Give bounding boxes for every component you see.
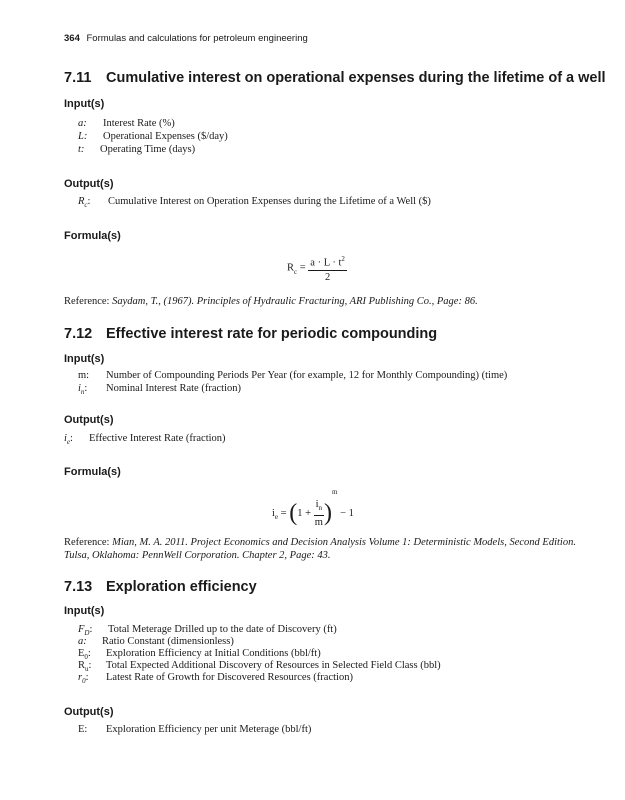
output-row-Rc: $R_c$: Cumulative Interest on Operation Expenses during the Lifetime of a Well ($) — [78, 196, 431, 210]
reference-7-12: Reference: Mian, M. A. 2011. Project Economics and Decision Analysis Volume 1: Deterministic Models, Second Edition. — [64, 537, 576, 548]
input-row-a: a: Interest Rate (%) — [78, 118, 175, 129]
formula-heading-7-11: Formula(s) — [64, 230, 121, 242]
input-row-t: t: Operating Time (days) — [78, 144, 196, 155]
input-row-a2: a: Ratio Constant (dimensionless) — [78, 636, 234, 647]
formula-heading-7-12: Formula(s) — [64, 466, 121, 478]
formula-7-11: $R_c$ = $\frac{a \cdot L \cdot t^2}{2}$ — [287, 255, 345, 283]
input-row-E0: $E_0$: Exploration Efficiency at Initial Conditions (bbl/ft) — [78, 648, 321, 662]
output-row-ie: $i_e$: Effective Interest Rate (fraction) — [64, 433, 226, 447]
outputs-heading-7-13: Output(s) — [64, 706, 114, 718]
reference-7-11: Reference: Saydam, T., (1967). Principles of Hydraulic Fracturing, ARI Publishing Co., Page: 86. — [64, 296, 478, 307]
reference-7-12-cont: Tulsa, Oklahoma: PennWell Corporation. Chapter 2, Page: 43. — [64, 550, 331, 561]
outputs-heading-7-12: Output(s) — [64, 414, 114, 426]
input-row-in: $i_n$: Nominal Interest Rate (fraction) — [78, 383, 241, 397]
formula-7-12: $i_e = (1$ + $\frac{i_n}{m}$ )$^m$ − 1 — [272, 488, 354, 529]
outputs-heading-7-11: Output(s) — [64, 178, 114, 190]
input-row-r0: $r_0$: Latest Rate of Growth for Discovered Resources (fraction) — [78, 672, 353, 686]
inputs-heading-7-11: Input(s) — [64, 98, 105, 110]
input-row-FD: $F_D$: Total Meterage Drilled up to the date of Discovery (ft) — [78, 624, 337, 638]
section-title-7-12: 7.12 Effective interest rate for periodic compounding — [64, 326, 438, 342]
input-row-L: L: Operational Expenses ($/day) — [78, 131, 228, 142]
section-title-7-13: 7.13 Exploration efficiency — [64, 579, 257, 595]
inputs-heading-7-13: Input(s) — [64, 605, 105, 617]
section-title-7-11: 7.11 Cumulative interest on operational expenses during the lifetime of a well — [64, 70, 606, 86]
running-header — [64, 33, 308, 44]
inputs-heading-7-12: Input(s) — [64, 353, 105, 365]
input-row-m: m: Number of Compounding Periods Per Year (for example, 12 for Monthly Compounding) (time) — [78, 370, 508, 381]
page-number: 364 — [64, 33, 80, 44]
input-row-Ru: $R_u$: Total Expected Additional Discovery of Resources in Selected Field Class (bbl) — [78, 660, 441, 674]
running-title: Formulas and calculations for petroleum engineering — [86, 33, 308, 44]
output-row-E: E: Exploration Efficiency per unit Meterage (bbl/ft) — [78, 724, 312, 735]
